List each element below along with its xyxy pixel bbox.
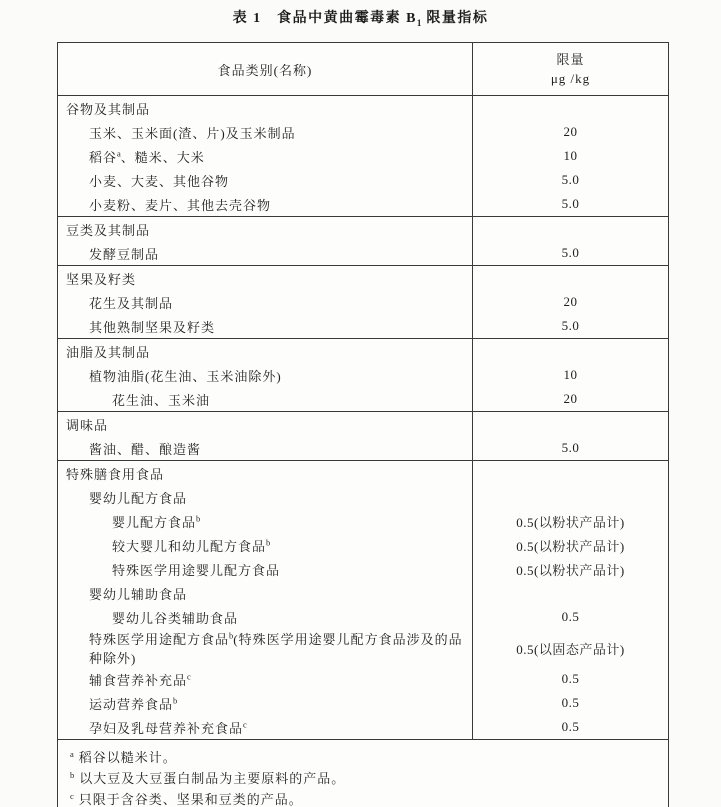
table-row: [58, 217, 669, 242]
food-category-cell: 婴幼儿配方食品: [58, 485, 473, 509]
table-row: [58, 667, 669, 691]
food-category-cell: 玉米、玉米面(渣、片)及玉米制品: [58, 120, 473, 144]
table-row: [58, 192, 669, 217]
limit-value-cell: [473, 485, 669, 509]
table-row: [58, 363, 669, 387]
food-category-cell: 婴儿配方食品$^b$: [58, 509, 473, 533]
food-category-cell: 酱油、醋、酿造酱: [58, 436, 473, 461]
food-category-cell: 婴幼儿辅助食品: [58, 581, 473, 605]
footnote-line: $^c$ 只限于含谷类、坚果和豆类的产品。: [70, 790, 303, 807]
footnote-marker: b: [266, 537, 271, 548]
column-header-food-category: 食品类别(名称): [58, 43, 473, 96]
footnote-line: $^a$ 稻谷以糙米计。: [70, 748, 177, 765]
column-header-limit: [473, 43, 669, 96]
limit-value-cell: [473, 461, 669, 486]
table-row: [58, 412, 669, 437]
food-category-cell: 婴幼儿谷类辅助食品: [58, 605, 473, 629]
food-category-cell: 较大婴儿和幼儿配方食品$^b$: [58, 533, 473, 557]
table-title-text: 表 1 食品中黄曲霉毒素 B: [232, 11, 417, 26]
limit-value-cell: 20: [563, 391, 578, 406]
limit-value-cell: 5.0: [561, 245, 580, 260]
table-row: [58, 691, 669, 715]
limit-header-label: 限量: [556, 52, 585, 67]
food-category-cell: 花生及其制品: [58, 290, 473, 314]
limit-value-cell: 0.5: [561, 695, 580, 710]
footnote-marker: b: [70, 769, 75, 780]
footnotes: [58, 740, 669, 807]
table-title-suffix: 限量指标: [421, 11, 489, 26]
limit-value-cell: 5.0: [561, 172, 580, 187]
footnote-marker: b: [173, 695, 178, 706]
table-title: [0, 7, 721, 28]
footnote-marker: c: [243, 719, 247, 730]
footnote-line: $^b$ 以大豆及大豆蛋白制品为主要原料的产品。: [70, 769, 346, 786]
table-row: [58, 605, 669, 629]
food-category-cell: 孕妇及乳母营养补充食品$^c$: [58, 715, 473, 740]
food-category-cell: 小麦粉、麦片、其他去壳谷物: [58, 192, 473, 217]
limit-value-cell: 10: [563, 367, 578, 382]
limit-value-cell: [473, 96, 669, 121]
limit-value-cell: 5.0: [561, 440, 580, 455]
food-category-cell: 特殊医学用途婴儿配方食品: [58, 557, 473, 581]
food-category-cell: 运动营养食品$^b$: [58, 691, 473, 715]
table-row: [58, 144, 669, 168]
table-row: [58, 436, 669, 461]
table-row: [58, 533, 669, 557]
limit-value-cell: [473, 217, 669, 242]
food-category-cell: 稻谷$^a$、糙米、大米: [58, 144, 473, 168]
limit-value-cell: 0.5: [561, 719, 580, 734]
table-row: [58, 241, 669, 266]
table-row: [58, 96, 669, 121]
table-row: [58, 314, 669, 339]
footnotes-row: [58, 740, 669, 807]
food-category-cell: 植物油脂(花生油、玉米油除外): [58, 363, 473, 387]
limit-value-cell: 0.5(以粉状产品计): [516, 538, 625, 554]
food-category-cell: 油脂及其制品: [58, 339, 473, 364]
food-category-cell: 调味品: [58, 412, 473, 437]
aflatoxin-limits-table: [57, 42, 669, 807]
table-row: [58, 387, 669, 412]
limit-value-cell: 5.0: [561, 196, 580, 211]
food-category-cell: 发酵豆制品: [58, 241, 473, 266]
limit-value-cell: 0.5(以粉状产品计): [516, 562, 625, 578]
footnote-marker: a: [70, 748, 74, 759]
title-subscript: 1: [416, 17, 422, 28]
food-category-cell: 花生油、玉米油: [58, 387, 473, 412]
limit-value-cell: 5.0: [561, 318, 580, 333]
limit-value-cell: 0.5(以固态产品计): [516, 641, 625, 657]
footnote-marker: a: [117, 148, 121, 159]
table-row: [58, 290, 669, 314]
table-row: [58, 629, 669, 667]
table-row: [58, 168, 669, 192]
food-category-cell: 特殊膳食用食品: [58, 461, 473, 486]
limit-value-cell: [473, 339, 669, 364]
limit-value-cell: [473, 412, 669, 437]
table-row: [58, 557, 669, 581]
table-row: [58, 461, 669, 486]
food-category-cell: 辅食营养补充品$^c$: [58, 667, 473, 691]
table-row: [58, 485, 669, 509]
footnote-marker: c: [70, 790, 74, 801]
limit-value-cell: 0.5(以粉状产品计): [516, 514, 625, 530]
food-category-cell: 其他熟制坚果及籽类: [58, 314, 473, 339]
limit-value-cell: 0.5: [561, 671, 580, 686]
limit-value-cell: 0.5: [561, 609, 580, 624]
table-row: [58, 581, 669, 605]
limit-value-cell: 20: [563, 124, 578, 139]
food-category-cell: 特殊医学用途配方食品$^b$(特殊医学用途婴儿配方食品涉及的品种除外): [58, 629, 473, 667]
header-row: [58, 43, 669, 96]
food-category-cell: 小麦、大麦、其他谷物: [58, 168, 473, 192]
limit-value-cell: [473, 266, 669, 291]
table-row: [58, 339, 669, 364]
limit-value-cell: 20: [563, 294, 578, 309]
footnote-marker: b: [229, 630, 234, 641]
limit-value-cell: 10: [563, 148, 578, 163]
food-category-cell: 豆类及其制品: [58, 217, 473, 242]
food-category-cell: 谷物及其制品: [58, 96, 473, 121]
table-row: [58, 715, 669, 740]
table-row: [58, 509, 669, 533]
table-row: [58, 266, 669, 291]
limit-header-unit: μg /kg: [550, 71, 591, 86]
limit-value-cell: [473, 581, 669, 605]
table-row: [58, 120, 669, 144]
food-category-cell: 坚果及籽类: [58, 266, 473, 291]
footnote-marker: b: [196, 513, 201, 524]
footnote-marker: c: [187, 671, 191, 682]
